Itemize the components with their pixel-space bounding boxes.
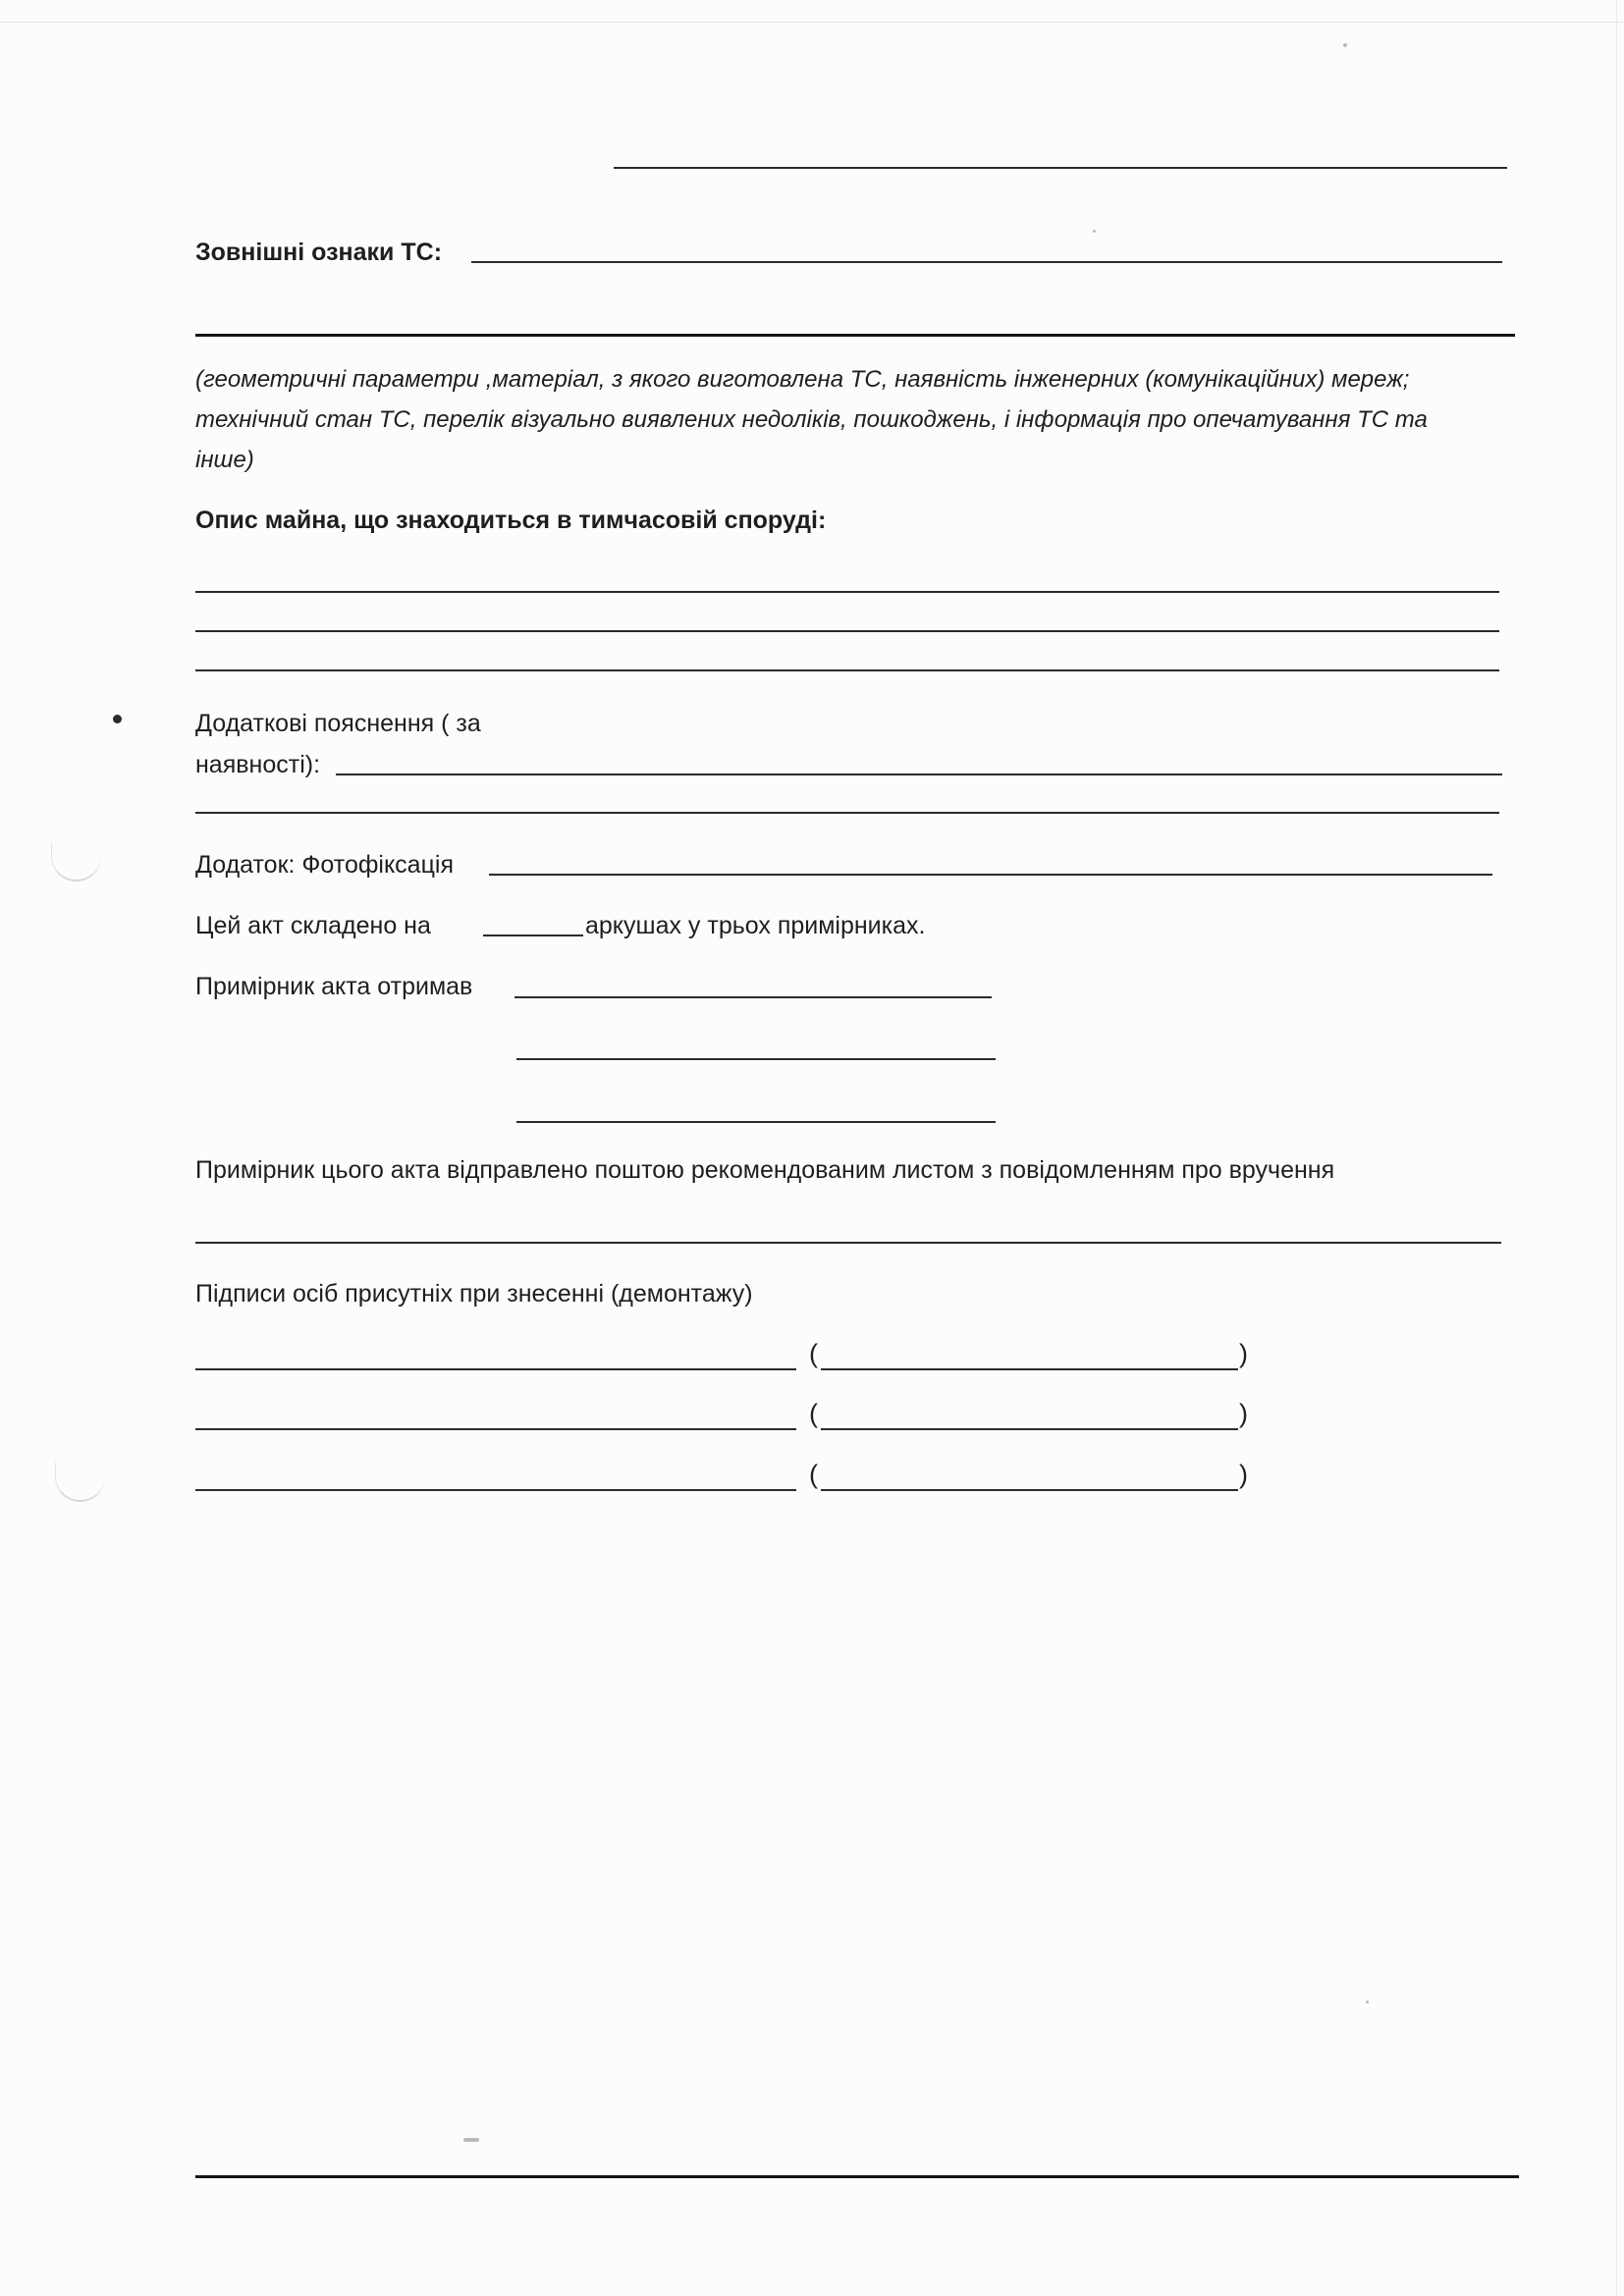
signature-name-line-1[interactable]	[821, 1368, 1238, 1370]
appendix-label: Додаток: Фотофіксація	[195, 851, 455, 879]
signature-line-2[interactable]	[195, 1428, 796, 1430]
appendix-field[interactable]	[489, 874, 1492, 876]
sheets-count-suffix: аркушах у трьох примірниках.	[585, 912, 926, 939]
scan-right-edge	[1616, 0, 1617, 2296]
copy-received-label: Примірник акта отримав	[195, 973, 473, 1000]
top-blank-line	[614, 167, 1507, 169]
sheets-count-field[interactable]	[483, 934, 583, 936]
signatures-label: Підписи осіб присутніх при знесенні (демонтажу)	[195, 1280, 753, 1308]
extra-explanation-field-line-2[interactable]	[195, 812, 1499, 814]
scan-speck	[1366, 2001, 1369, 2003]
copy-received-field-2[interactable]	[516, 1058, 996, 1060]
mailed-statement: Примірник цього акта відправлено поштою рекомендованим листом з повідомленням про вручення	[195, 1156, 1335, 1184]
property-field-line-3[interactable]	[195, 669, 1499, 671]
external-signs-field-line-2[interactable]	[195, 334, 1515, 337]
copy-received-field-1[interactable]	[514, 996, 992, 998]
signature-name-open-paren: (	[809, 1399, 818, 1428]
scan-top-edge	[0, 22, 1624, 23]
external-signs-field[interactable]	[471, 261, 1502, 263]
signature-name-close-paren: )	[1239, 1399, 1248, 1428]
property-field-line-2[interactable]	[195, 630, 1499, 632]
scan-speck	[463, 2138, 479, 2142]
signature-name-close-paren: )	[1239, 1460, 1248, 1489]
signature-line-3[interactable]	[195, 1489, 796, 1491]
external-signs-note: (геометричні параметри ,матеріал, з якого виготовлена ТС, наявність інженерних (комунікаційних) мереж; технічний стан ТС, перелік візуально виявлених недоліків, пошкоджень, і інформація про опечатування ТС та інше)	[195, 366, 1428, 473]
extra-explanation-field-line-1[interactable]	[336, 774, 1502, 775]
sheets-count-prefix: Цей акт складено на	[195, 912, 431, 939]
punch-hole-bottom	[55, 1463, 105, 1502]
signature-name-line-2[interactable]	[821, 1428, 1238, 1430]
mailed-field[interactable]	[195, 1242, 1501, 1244]
signature-name-line-3[interactable]	[821, 1489, 1238, 1491]
extra-explanation-label-line-2: наявності):	[195, 751, 321, 778]
scan-speck	[1343, 43, 1347, 47]
property-description-label: Опис майна, що знаходиться в тимчасовій споруді:	[195, 507, 827, 534]
margin-bullet	[113, 715, 122, 723]
signature-name-open-paren: (	[809, 1460, 818, 1489]
copy-received-field-3[interactable]	[516, 1121, 996, 1123]
punch-hole-top	[51, 842, 101, 881]
extra-explanation-label-line-1: Додаткові пояснення ( за	[195, 710, 481, 737]
footer-rule	[195, 2175, 1519, 2178]
signature-name-close-paren: )	[1239, 1339, 1248, 1368]
scan-speck	[1093, 230, 1096, 233]
signature-line-1[interactable]	[195, 1368, 796, 1370]
property-field-line-1[interactable]	[195, 591, 1499, 593]
signature-name-open-paren: (	[809, 1339, 818, 1368]
external-signs-label: Зовнішні ознаки ТС:	[195, 239, 443, 266]
